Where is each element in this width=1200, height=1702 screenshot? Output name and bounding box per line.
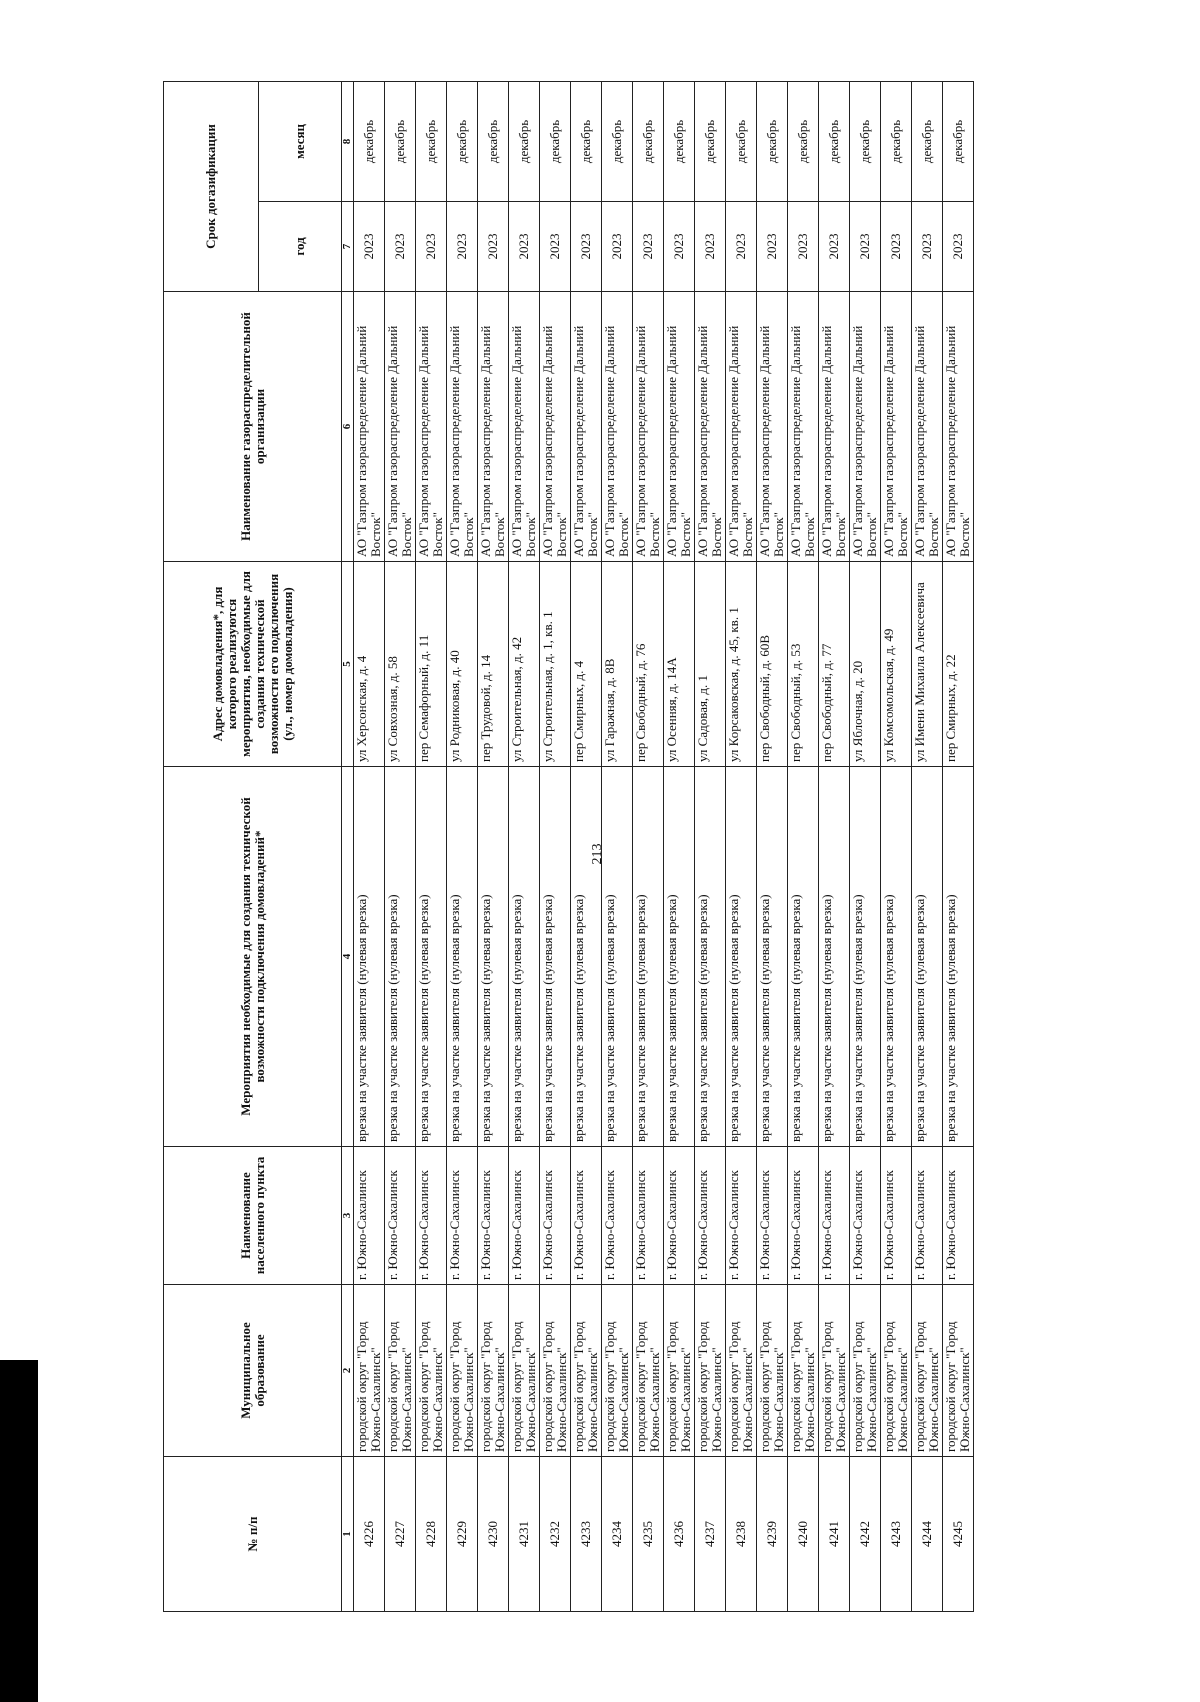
settlement-cell: г. Южно-Сахалинск	[602, 1147, 633, 1285]
month-cell: декабрь	[416, 82, 447, 202]
year-cell: 2023	[695, 202, 726, 292]
address-cell: ул Яблочная, д. 20	[850, 562, 881, 767]
settlement-cell: г. Южно-Сахалинск	[912, 1147, 943, 1285]
table-row	[354, 82, 385, 1612]
municipality-cell: городской округ "Город Южно-Сахалинск"	[354, 1285, 385, 1457]
municipality-cell: городской округ "Город Южно-Сахалинск"	[509, 1285, 540, 1457]
measure-cell: врезка на участке заявителя (нулевая врезка)	[416, 767, 447, 1147]
municipality-cell: городской округ "Город Южно-Сахалинск"	[571, 1285, 602, 1457]
table-row	[850, 82, 881, 1612]
settlement-cell: г. Южно-Сахалинск	[881, 1147, 912, 1285]
year-cell: 2023	[757, 202, 788, 292]
row-number: 4243	[881, 1457, 912, 1612]
organization-cell: АО "Газпром газораспределение Дальний Восток"	[850, 292, 881, 562]
municipality-cell: городской округ "Город Южно-Сахалинск"	[664, 1285, 695, 1457]
measure-cell: врезка на участке заявителя (нулевая врезка)	[726, 767, 757, 1147]
organization-cell: АО "Газпром газораспределение Дальний Восток"	[416, 292, 447, 562]
column-numbering-row	[342, 82, 354, 1612]
organization-cell: АО "Газпром газораспределение Дальний Восток"	[354, 292, 385, 562]
header-month: месяц	[259, 82, 342, 202]
address-cell: пер Свободный, д. 77	[819, 562, 850, 767]
header-number: № п/п	[164, 1457, 342, 1612]
measure-cell: врезка на участке заявителя (нулевая врезка)	[478, 767, 509, 1147]
year-cell: 2023	[540, 202, 571, 292]
row-number: 4226	[354, 1457, 385, 1612]
month-cell: декабрь	[540, 82, 571, 202]
table-row	[664, 82, 695, 1612]
organization-cell: АО "Газпром газораспределение Дальний Восток"	[819, 292, 850, 562]
address-cell: пер Семафорный, д. 11	[416, 562, 447, 767]
table-row	[509, 82, 540, 1612]
address-cell: ул Комсомольская, д. 49	[881, 562, 912, 767]
year-cell: 2023	[447, 202, 478, 292]
table-row	[633, 82, 664, 1612]
table-row	[912, 82, 943, 1612]
municipality-cell: городской округ "Город Южно-Сахалинск"	[850, 1285, 881, 1457]
row-number: 4229	[447, 1457, 478, 1612]
year-cell: 2023	[633, 202, 664, 292]
settlement-cell: г. Южно-Сахалинск	[850, 1147, 881, 1285]
settlement-cell: г. Южно-Сахалинск	[571, 1147, 602, 1285]
measure-cell: врезка на участке заявителя (нулевая врезка)	[447, 767, 478, 1147]
month-cell: декабрь	[354, 82, 385, 202]
municipality-cell: городской округ "Город Южно-Сахалинск"	[881, 1285, 912, 1457]
address-cell: ул Корсаковская, д. 45, кв. 1	[726, 562, 757, 767]
address-cell: пер Смирных, д. 4	[571, 562, 602, 767]
address-cell: пер Свободный, д. 76	[633, 562, 664, 767]
address-cell: ул Имени Михаила Алексеевича	[912, 562, 943, 767]
row-number: 4241	[819, 1457, 850, 1612]
measure-cell: врезка на участке заявителя (нулевая врезка)	[385, 767, 416, 1147]
measure-cell: врезка на участке заявителя (нулевая врезка)	[571, 767, 602, 1147]
municipality-cell: городской округ "Город Южно-Сахалинск"	[633, 1285, 664, 1457]
measure-cell: врезка на участке заявителя (нулевая врезка)	[509, 767, 540, 1147]
settlement-cell: г. Южно-Сахалинск	[416, 1147, 447, 1285]
column-number-cell: 1	[342, 1457, 354, 1612]
month-cell: декабрь	[726, 82, 757, 202]
row-number: 4237	[695, 1457, 726, 1612]
measure-cell: врезка на участке заявителя (нулевая врезка)	[633, 767, 664, 1147]
column-number-cell: 6	[342, 292, 354, 562]
year-cell: 2023	[819, 202, 850, 292]
measure-cell: врезка на участке заявителя (нулевая врезка)	[788, 767, 819, 1147]
municipality-cell: городской округ "Город Южно-Сахалинск"	[602, 1285, 633, 1457]
row-number: 4234	[602, 1457, 633, 1612]
settlement-cell: г. Южно-Сахалинск	[354, 1147, 385, 1285]
settlement-cell: г. Южно-Сахалинск	[664, 1147, 695, 1285]
measure-cell: врезка на участке заявителя (нулевая врезка)	[819, 767, 850, 1147]
table-row	[416, 82, 447, 1612]
month-cell: декабрь	[633, 82, 664, 202]
settlement-cell: г. Южно-Сахалинск	[819, 1147, 850, 1285]
year-cell: 2023	[385, 202, 416, 292]
municipality-cell: городской округ "Город Южно-Сахалинск"	[819, 1285, 850, 1457]
month-cell: декабрь	[478, 82, 509, 202]
organization-cell: АО "Газпром газораспределение Дальний Восток"	[571, 292, 602, 562]
address-cell: ул Строительная, д. 1, кв. 1	[540, 562, 571, 767]
address-cell: ул Гаражная, д. 8В	[602, 562, 633, 767]
month-cell: декабрь	[571, 82, 602, 202]
table-row	[447, 82, 478, 1612]
organization-cell: АО "Газпром газораспределение Дальний Восток"	[788, 292, 819, 562]
address-cell: пер Трудовой, д. 14	[478, 562, 509, 767]
year-cell: 2023	[354, 202, 385, 292]
measure-cell: врезка на участке заявителя (нулевая врезка)	[602, 767, 633, 1147]
year-cell: 2023	[726, 202, 757, 292]
table-row	[385, 82, 416, 1612]
month-cell: декабрь	[447, 82, 478, 202]
month-cell: декабрь	[602, 82, 633, 202]
month-cell: декабрь	[881, 82, 912, 202]
table-row	[540, 82, 571, 1612]
row-number: 4239	[757, 1457, 788, 1612]
table-row	[788, 82, 819, 1612]
settlement-cell: г. Южно-Сахалинск	[726, 1147, 757, 1285]
row-number: 4227	[385, 1457, 416, 1612]
municipality-cell: городской округ "Город Южно-Сахалинск"	[385, 1285, 416, 1457]
year-cell: 2023	[478, 202, 509, 292]
year-cell: 2023	[788, 202, 819, 292]
scan-edge-black-bar	[0, 1360, 38, 1702]
address-cell: пер Свободный, д. 60В	[757, 562, 788, 767]
header-year: год	[259, 202, 342, 292]
table-row	[757, 82, 788, 1612]
organization-cell: АО "Газпром газораспределение Дальний Восток"	[540, 292, 571, 562]
table-row	[943, 82, 974, 1612]
year-cell: 2023	[912, 202, 943, 292]
municipality-cell: городской округ "Город Южно-Сахалинск"	[912, 1285, 943, 1457]
measure-cell: врезка на участке заявителя (нулевая врезка)	[850, 767, 881, 1147]
year-cell: 2023	[664, 202, 695, 292]
address-cell: ул Осенняя, д. 14А	[664, 562, 695, 767]
address-cell: пер Смирных, д. 22	[943, 562, 974, 767]
address-cell: пер Свободный, д. 53	[788, 562, 819, 767]
table-row	[726, 82, 757, 1612]
organization-cell: АО "Газпром газораспределение Дальний Восток"	[602, 292, 633, 562]
header-municipality: Муниципальное образование	[164, 1285, 342, 1457]
table-row	[571, 82, 602, 1612]
organization-cell: АО "Газпром газораспределение Дальний Восток"	[509, 292, 540, 562]
address-cell: ул Совхозная, д. 58	[385, 562, 416, 767]
gasification-table	[163, 81, 974, 1612]
row-number: 4238	[726, 1457, 757, 1612]
month-cell: декабрь	[664, 82, 695, 202]
row-number: 4240	[788, 1457, 819, 1612]
table-row	[478, 82, 509, 1612]
measure-cell: врезка на участке заявителя (нулевая врезка)	[757, 767, 788, 1147]
column-number-cell: 4	[342, 767, 354, 1147]
row-number: 4244	[912, 1457, 943, 1612]
row-number: 4233	[571, 1457, 602, 1612]
table-row	[695, 82, 726, 1612]
organization-cell: АО "Газпром газораспределение Дальний Восток"	[633, 292, 664, 562]
address-cell: ул Херсонская, д. 4	[354, 562, 385, 767]
municipality-cell: городской округ "Город Южно-Сахалинск"	[540, 1285, 571, 1457]
organization-cell: АО "Газпром газораспределение Дальний Восток"	[912, 292, 943, 562]
month-cell: декабрь	[943, 82, 974, 202]
year-cell: 2023	[943, 202, 974, 292]
month-cell: декабрь	[695, 82, 726, 202]
column-number-cell: 5	[342, 562, 354, 767]
column-number-cell: 3	[342, 1147, 354, 1285]
settlement-cell: г. Южно-Сахалинск	[695, 1147, 726, 1285]
settlement-cell: г. Южно-Сахалинск	[757, 1147, 788, 1285]
row-number: 4232	[540, 1457, 571, 1612]
settlement-cell: г. Южно-Сахалинск	[447, 1147, 478, 1285]
header-measures: Мероприятия необходимые для создания технической возможности подключения домовладений*	[164, 767, 342, 1147]
header-gasification-term: Срок догазификации	[164, 82, 259, 292]
settlement-cell: г. Южно-Сахалинск	[509, 1147, 540, 1285]
settlement-cell: г. Южно-Сахалинск	[633, 1147, 664, 1285]
year-cell: 2023	[850, 202, 881, 292]
organization-cell: АО "Газпром газораспределение Дальний Восток"	[478, 292, 509, 562]
month-cell: декабрь	[385, 82, 416, 202]
row-number: 4236	[664, 1457, 695, 1612]
month-cell: декабрь	[757, 82, 788, 202]
header-address: Адрес домовладения*, для которого реализуются мероприятия, необходимые для создания технической возможности его подключения (ул., номер домовладения)	[164, 562, 342, 767]
row-number: 4242	[850, 1457, 881, 1612]
organization-cell: АО "Газпром газораспределение Дальний Восток"	[726, 292, 757, 562]
settlement-cell: г. Южно-Сахалинск	[788, 1147, 819, 1285]
measure-cell: врезка на участке заявителя (нулевая врезка)	[912, 767, 943, 1147]
municipality-cell: городской округ "Город Южно-Сахалинск"	[447, 1285, 478, 1457]
organization-cell: АО "Газпром газораспределение Дальний Восток"	[447, 292, 478, 562]
municipality-cell: городской округ "Город Южно-Сахалинск"	[726, 1285, 757, 1457]
address-cell: ул Строительная, д. 42	[509, 562, 540, 767]
month-cell: декабрь	[509, 82, 540, 202]
year-cell: 2023	[416, 202, 447, 292]
year-cell: 2023	[602, 202, 633, 292]
month-cell: декабрь	[788, 82, 819, 202]
row-number: 4245	[943, 1457, 974, 1612]
settlement-cell: г. Южно-Сахалинск	[943, 1147, 974, 1285]
municipality-cell: городской округ "Город Южно-Сахалинск"	[416, 1285, 447, 1457]
municipality-cell: городской округ "Город Южно-Сахалинск"	[757, 1285, 788, 1457]
organization-cell: АО "Газпром газораспределение Дальний Восток"	[943, 292, 974, 562]
organization-cell: АО "Газпром газораспределение Дальний Восток"	[664, 292, 695, 562]
header-settlement: Наименование населенного пункта	[164, 1147, 342, 1285]
table-body	[354, 82, 974, 1612]
settlement-cell: г. Южно-Сахалинск	[478, 1147, 509, 1285]
address-cell: ул Родниковая, д. 40	[447, 562, 478, 767]
organization-cell: АО "Газпром газораспределение Дальний Восток"	[695, 292, 726, 562]
municipality-cell: городской округ "Город Южно-Сахалинск"	[788, 1285, 819, 1457]
rotated-table-container	[163, 82, 974, 1612]
settlement-cell: г. Южно-Сахалинск	[540, 1147, 571, 1285]
column-number-cell: 2	[342, 1285, 354, 1457]
year-cell: 2023	[509, 202, 540, 292]
measure-cell: врезка на участке заявителя (нулевая врезка)	[354, 767, 385, 1147]
settlement-cell: г. Южно-Сахалинск	[385, 1147, 416, 1285]
measure-cell: врезка на участке заявителя (нулевая врезка)	[540, 767, 571, 1147]
month-cell: декабрь	[819, 82, 850, 202]
month-cell: декабрь	[912, 82, 943, 202]
table-row	[819, 82, 850, 1612]
row-number: 4228	[416, 1457, 447, 1612]
organization-cell: АО "Газпром газораспределение Дальний Восток"	[881, 292, 912, 562]
measure-cell: врезка на участке заявителя (нулевая врезка)	[943, 767, 974, 1147]
organization-cell: АО "Газпром газораспределение Дальний Восток"	[385, 292, 416, 562]
measure-cell: врезка на участке заявителя (нулевая врезка)	[881, 767, 912, 1147]
municipality-cell: городской округ "Город Южно-Сахалинск"	[943, 1285, 974, 1457]
column-number-cell: 7	[342, 202, 354, 292]
organization-cell: АО "Газпром газораспределение Дальний Восток"	[757, 292, 788, 562]
row-number: 4235	[633, 1457, 664, 1612]
row-number: 4230	[478, 1457, 509, 1612]
page-number: 213	[590, 843, 605, 865]
year-cell: 2023	[571, 202, 602, 292]
column-number-cell: 8	[342, 82, 354, 202]
month-cell: декабрь	[850, 82, 881, 202]
table-row	[881, 82, 912, 1612]
municipality-cell: городской округ "Город Южно-Сахалинск"	[478, 1285, 509, 1457]
measure-cell: врезка на участке заявителя (нулевая врезка)	[695, 767, 726, 1147]
address-cell: ул Садовая, д. 1	[695, 562, 726, 767]
year-cell: 2023	[881, 202, 912, 292]
table-row	[602, 82, 633, 1612]
header-organization: Наименование газораспределительной организации	[164, 292, 342, 562]
measure-cell: врезка на участке заявителя (нулевая врезка)	[664, 767, 695, 1147]
municipality-cell: городской округ "Город Южно-Сахалинск"	[695, 1285, 726, 1457]
row-number: 4231	[509, 1457, 540, 1612]
